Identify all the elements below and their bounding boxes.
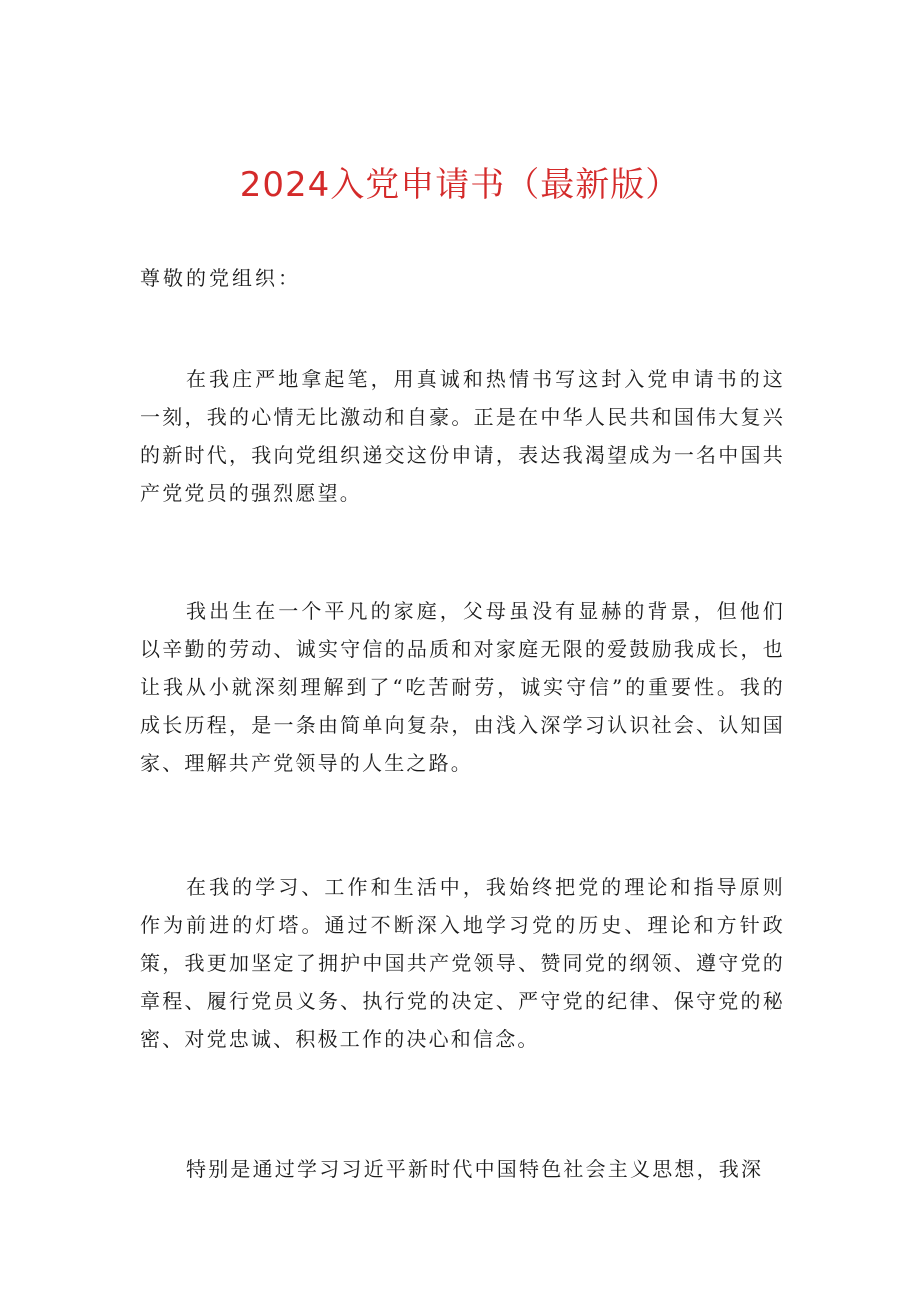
paragraph-1: 在我庄严地拿起笔，用真诚和热情书写这封入党申请书的这一刻，我的心情无比激动和自豪。正是在中华人民共和国伟大复兴的新时代，我向党组织递交这份申请，表达我渴望成为一名中国共产党党员的强烈愿望。 <box>140 367 785 505</box>
paragraph-2: 我出生在一个平凡的家庭，父母虽没有显赫的背景，但他们以辛勤的劳动、诚实守信的品质和对家庭无限的爱鼓励我成长，也让我从小就深刻理解到了“吃苦耐劳，诚实守信”的重要性。我的成长历程，是一条由简单向复杂，由浅入深学习认识社会、认知国家、理解共产党领导的人生之路。 <box>140 599 785 775</box>
paragraph-4: 特别是通过学习习近平新时代中国特色社会主义思想，我深 <box>186 1157 764 1181</box>
document-title: 2024入党申请书（最新版） <box>239 165 681 205</box>
paragraph-3: 在我的学习、工作和生活中，我始终把党的理论和指导原则作为前进的灯塔。通过不断深入地学习党的历史、理论和方针政策，我更加坚定了拥护中国共产党领导、赞同党的纲领、遵守党的章程、履行党员义务、执行党的决定、严守党的纪律、保守党的秘密、对党忠诚、积极工作的决心和信念。 <box>140 875 785 1051</box>
salutation: 尊敬的党组织： <box>140 266 301 290</box>
